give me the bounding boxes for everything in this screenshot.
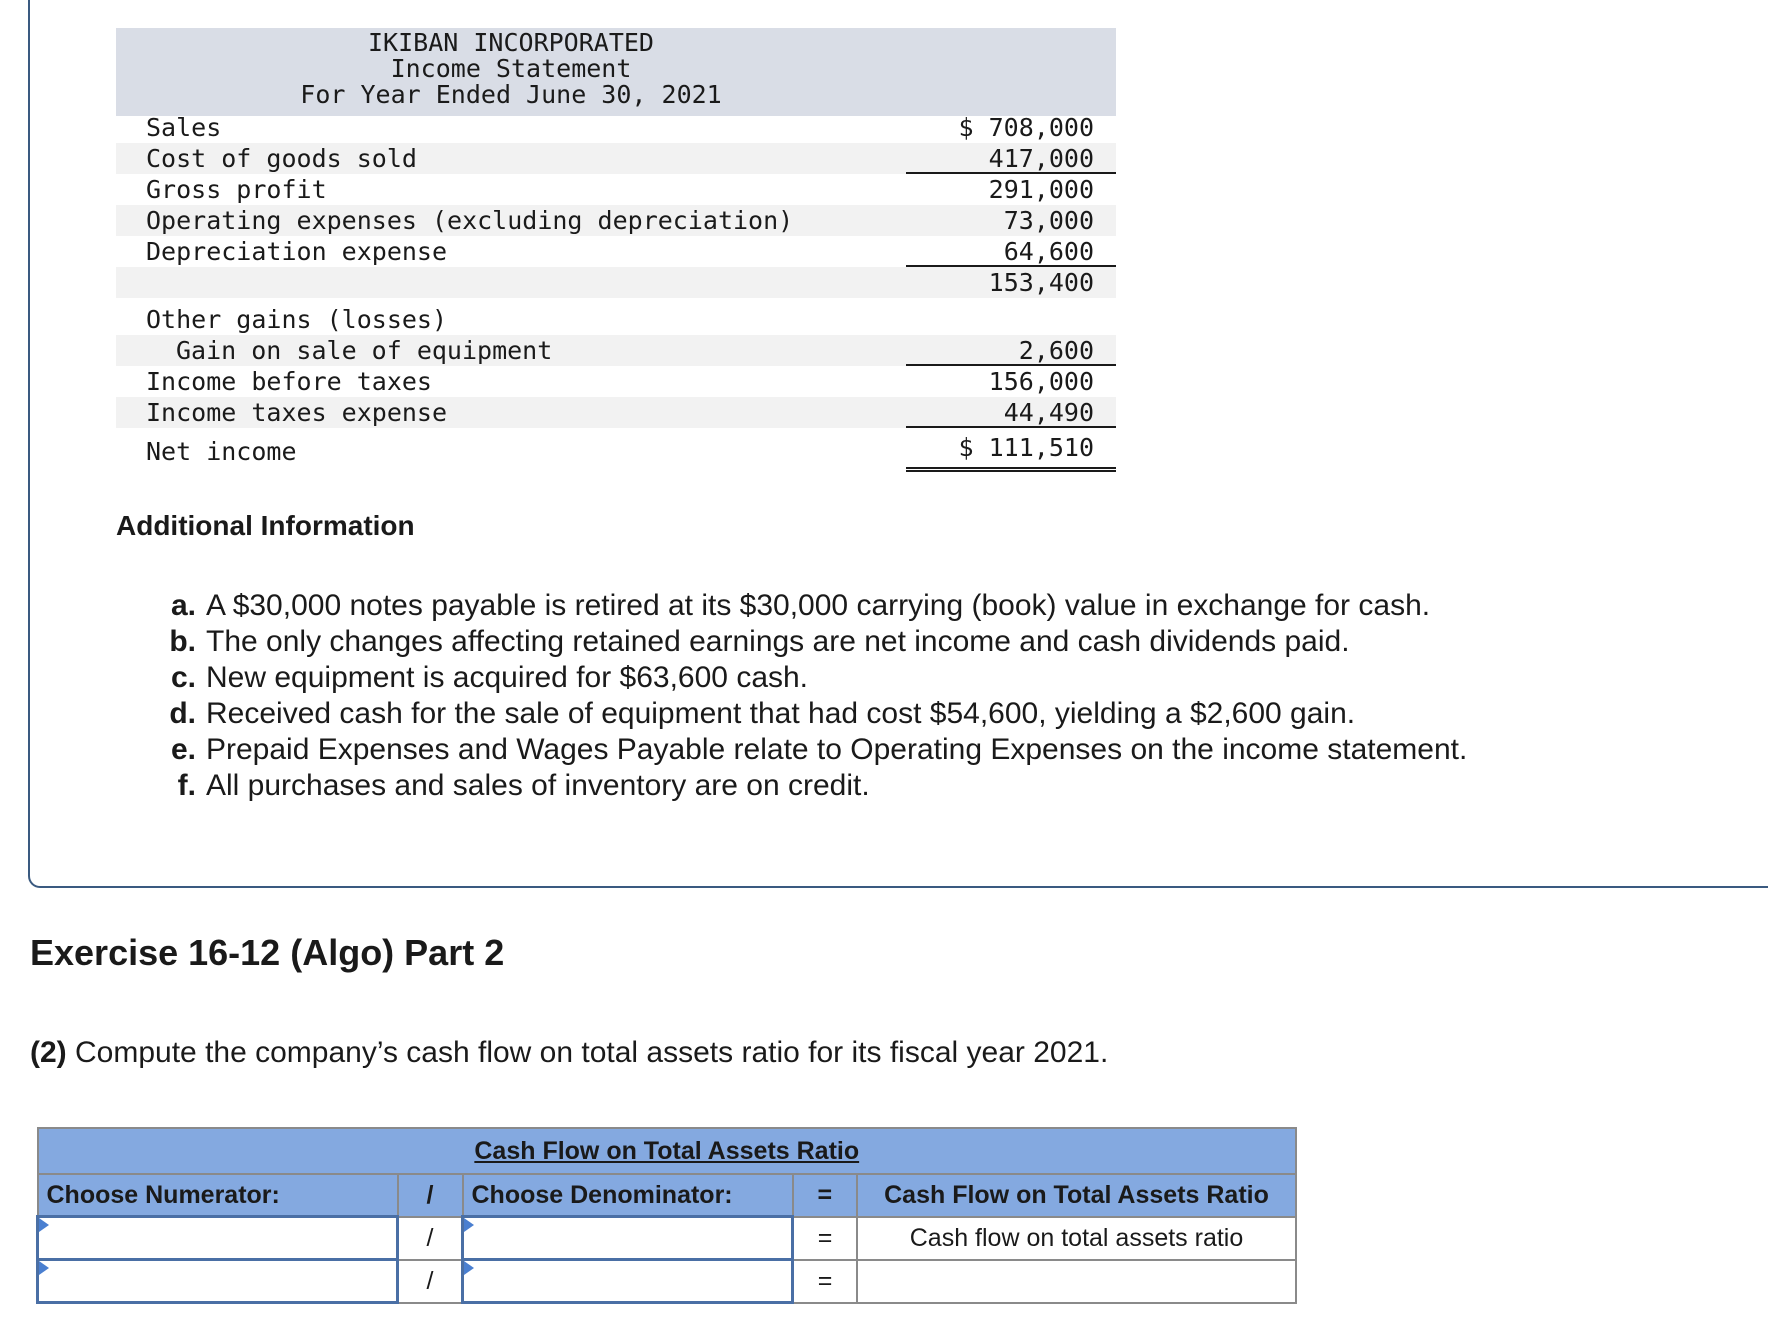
- numerator-input-cell[interactable]: [38, 1260, 398, 1303]
- dropdown-marker-icon: [39, 1261, 49, 1275]
- row-amount: 417,000: [906, 143, 1116, 174]
- question-body: Compute the company’s cash flow on total assets ratio for its fiscal year 2021.: [66, 1036, 1109, 1069]
- statement-title: Income Statement: [390, 54, 632, 83]
- note-text: All purchases and sales of inventory are on credit.: [206, 769, 870, 802]
- result-value: [857, 1260, 1296, 1303]
- numerator-header: Choose Numerator:: [38, 1174, 398, 1217]
- note-key: e.: [170, 733, 196, 766]
- statement-row: [116, 366, 1116, 397]
- note-text: Received cash for the sale of equipment that had cost $54,600, yielding a $2,600 gain.: [206, 697, 1356, 730]
- note-text: New equipment is acquired for $63,600 cash.: [206, 661, 809, 694]
- statement-row: [116, 304, 1116, 335]
- dropdown-marker-icon: [464, 1218, 474, 1232]
- statement-row: [116, 205, 1116, 236]
- row-amount: 2,600: [906, 335, 1116, 366]
- list-item: [150, 660, 1467, 696]
- denominator-input[interactable]: [464, 1261, 791, 1301]
- list-item: [150, 588, 1467, 624]
- numerator-input-cell[interactable]: [38, 1217, 398, 1260]
- note-key: a.: [170, 589, 196, 622]
- row-label: Cost of goods sold: [146, 144, 417, 173]
- result-label: Cash flow on total assets ratio: [857, 1217, 1296, 1260]
- ratio-table: [36, 1127, 1297, 1304]
- row-label: Income before taxes: [146, 367, 432, 396]
- row-label: Other gains (losses): [146, 305, 448, 334]
- row-label: Gross profit: [146, 175, 327, 204]
- denominator-input-cell[interactable]: [463, 1217, 793, 1260]
- company-name: IKIBAN INCORPORATED: [368, 28, 654, 57]
- question-number: (2): [30, 1036, 67, 1069]
- row-label: Income taxes expense: [146, 398, 448, 427]
- note-key: b.: [169, 625, 196, 658]
- dropdown-marker-icon: [464, 1261, 474, 1275]
- row-amount: 73,000: [1003, 206, 1094, 235]
- row-label: Net income: [146, 437, 297, 466]
- statement-row: [116, 432, 1116, 466]
- result-header: Cash Flow on Total Assets Ratio: [857, 1174, 1296, 1217]
- additional-info-title: Additional Information: [116, 510, 415, 541]
- row-label: Gain on sale of equipment: [176, 336, 553, 365]
- row-amount: 64,600: [906, 236, 1116, 267]
- row-label: Operating expenses (excluding depreciation): [146, 206, 794, 235]
- row-amount: 291,000: [988, 175, 1094, 204]
- list-item: [150, 768, 1467, 804]
- row-amount: 156,000: [988, 367, 1094, 396]
- statement-row: [116, 397, 1116, 428]
- note-text: The only changes affecting retained earnings are net income and cash dividends paid.: [206, 625, 1350, 658]
- equals-symbol: =: [793, 1217, 858, 1260]
- divide-symbol: /: [398, 1217, 463, 1260]
- statement-header: [116, 28, 1116, 116]
- row-amount: 153,400: [988, 268, 1094, 297]
- list-item: [150, 732, 1467, 768]
- ratio-table-title: Cash Flow on Total Assets Ratio: [38, 1128, 1297, 1174]
- denominator-input-cell[interactable]: [463, 1260, 793, 1303]
- note-key: c.: [170, 661, 196, 694]
- row-label: Sales: [146, 113, 222, 142]
- list-item: [150, 696, 1467, 732]
- dropdown-marker-icon: [39, 1218, 49, 1232]
- row-label: Depreciation expense: [146, 237, 448, 266]
- statement-period: For Year Ended June 30, 2021: [300, 80, 722, 109]
- note-text: A $30,000 notes payable is retired at its $30,000 carrying (book) value in exchange for cash.: [206, 589, 1431, 622]
- row-amount: $ 708,000: [958, 113, 1094, 142]
- table-row: [38, 1217, 1297, 1260]
- note-text: Prepaid Expenses and Wages Payable relate to Operating Expenses on the income statement.: [206, 733, 1468, 766]
- note-key: d.: [169, 697, 196, 730]
- list-item: [150, 624, 1467, 660]
- statement-row: [116, 112, 1116, 143]
- numerator-input[interactable]: [39, 1261, 396, 1301]
- table-row: [38, 1260, 1297, 1303]
- statement-row: [116, 267, 1116, 298]
- statement-row: [116, 143, 1116, 174]
- denominator-header: Choose Denominator:: [463, 1174, 793, 1217]
- statement-row: [116, 174, 1116, 205]
- equals-symbol: =: [793, 1260, 858, 1303]
- income-statement: [116, 28, 1116, 466]
- divide-symbol: /: [398, 1174, 463, 1217]
- row-amount: [906, 304, 1116, 335]
- numerator-input[interactable]: [39, 1218, 396, 1258]
- row-amount: 44,490: [906, 397, 1116, 428]
- denominator-input[interactable]: [464, 1218, 791, 1258]
- statement-row: [116, 236, 1116, 267]
- additional-info-list: [150, 588, 1467, 804]
- equals-symbol: =: [793, 1174, 858, 1217]
- note-key: f.: [177, 769, 196, 802]
- question-text: [30, 1036, 1108, 1070]
- row-amount: $ 111,510: [906, 432, 1116, 472]
- statement-row: [116, 335, 1116, 366]
- divide-symbol: /: [398, 1260, 463, 1303]
- exercise-title: Exercise 16-12 (Algo) Part 2: [30, 932, 505, 973]
